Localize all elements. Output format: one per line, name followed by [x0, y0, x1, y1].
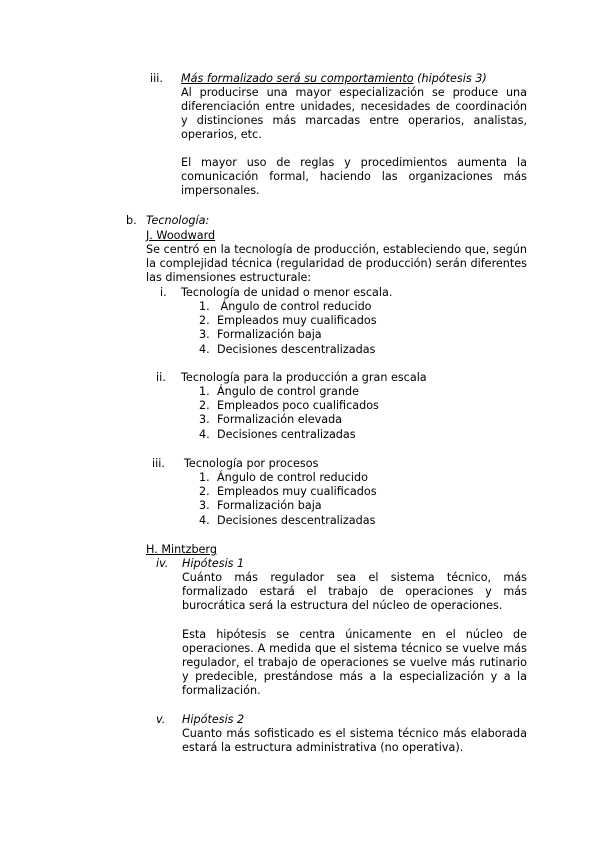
- list-item: Ángulo de control grande: [217, 385, 359, 398]
- list-number: 2.: [199, 485, 210, 498]
- hypothesis-title: Hipótesis 1: [182, 557, 245, 570]
- paragraph: Al producirse una mayor especialización se produce una diferenciación entre unidades, necesidades de coordinación y distinciones más marcadas entre operarios, analistas, operarios, etc.: [181, 86, 527, 141]
- roman-numeral: iii.: [152, 457, 165, 470]
- list-number: 2.: [199, 314, 210, 327]
- author-heading: H. Mintzberg: [146, 543, 217, 556]
- hypothesis-tag: (hipótesis 3): [417, 72, 487, 85]
- roman-numeral: iii.: [150, 72, 163, 85]
- section-letter: b.: [126, 214, 137, 227]
- list-item: Ángulo de control reducido: [217, 300, 372, 313]
- list-number: 1.: [199, 385, 210, 398]
- subsection-title: Más formalizado será su comportamiento: [181, 72, 414, 85]
- roman-numeral: i.: [160, 286, 167, 299]
- list-item: Formalización baja: [217, 328, 322, 341]
- list-number: 2.: [199, 399, 210, 412]
- list-number: 4.: [199, 343, 210, 356]
- list-number: 3.: [199, 499, 210, 512]
- list-number: 4.: [199, 428, 210, 441]
- list-number: 1.: [199, 471, 210, 484]
- list-item: Empleados muy cualificados: [217, 314, 377, 327]
- paragraph: Esta hipótesis se centra únicamente en el núcleo de operaciones. A medida que el sistema técnico se vuelve más regulador, el trabajo de operaciones se vuelve más rutinario y predecible, prestándose más a la especialización y a la formalización.: [182, 628, 527, 697]
- list-heading: Tecnología para la producción a gran escala: [181, 371, 427, 384]
- paragraph: El mayor uso de reglas y procedimientos aumenta la comunicación formal, haciendo las organizaciones más impersonales.: [181, 156, 527, 197]
- author-heading: J. Woodward: [146, 229, 216, 242]
- list-heading: Tecnología de unidad o menor escala.: [181, 286, 393, 299]
- list-item: Empleados poco cualificados: [217, 399, 379, 412]
- list-heading: Tecnología por procesos: [184, 457, 319, 470]
- list-item: Formalización elevada: [217, 413, 343, 426]
- list-item: Decisiones centralizadas: [217, 428, 356, 441]
- list-item: Decisiones descentralizadas: [217, 514, 376, 527]
- subsection-heading: [181, 72, 487, 86]
- list-number: 3.: [199, 328, 210, 341]
- section-heading: Tecnología:: [146, 214, 210, 227]
- list-number: 1.: [199, 300, 210, 313]
- list-item: Formalización baja: [217, 499, 322, 512]
- paragraph: Cuanto más sofisticado es el sistema técnico más elaborada estará la estructura administrativa (no operativa).: [182, 727, 527, 754]
- list-number: 3.: [199, 413, 210, 426]
- list-item: Decisiones descentralizadas: [217, 343, 376, 356]
- paragraph: Cuánto más regulador sea el sistema técnico, más formalizado estará el trabajo de operaciones y más burocrática será la estructura del núcleo de operaciones.: [182, 571, 527, 612]
- roman-numeral: v.: [156, 713, 166, 726]
- paragraph: Se centró en la tecnología de producción, estableciendo que, según la complejidad técnica (regularidad de producción) serán diferentes las dimensiones estructurale:: [146, 243, 527, 284]
- list-number: 4.: [199, 514, 210, 527]
- roman-numeral: ii.: [156, 371, 166, 384]
- hypothesis-title: Hipótesis 2: [182, 713, 245, 726]
- roman-numeral: iv.: [156, 557, 169, 570]
- list-item: Empleados muy cualificados: [217, 485, 377, 498]
- list-item: Ángulo de control reducido: [217, 471, 368, 484]
